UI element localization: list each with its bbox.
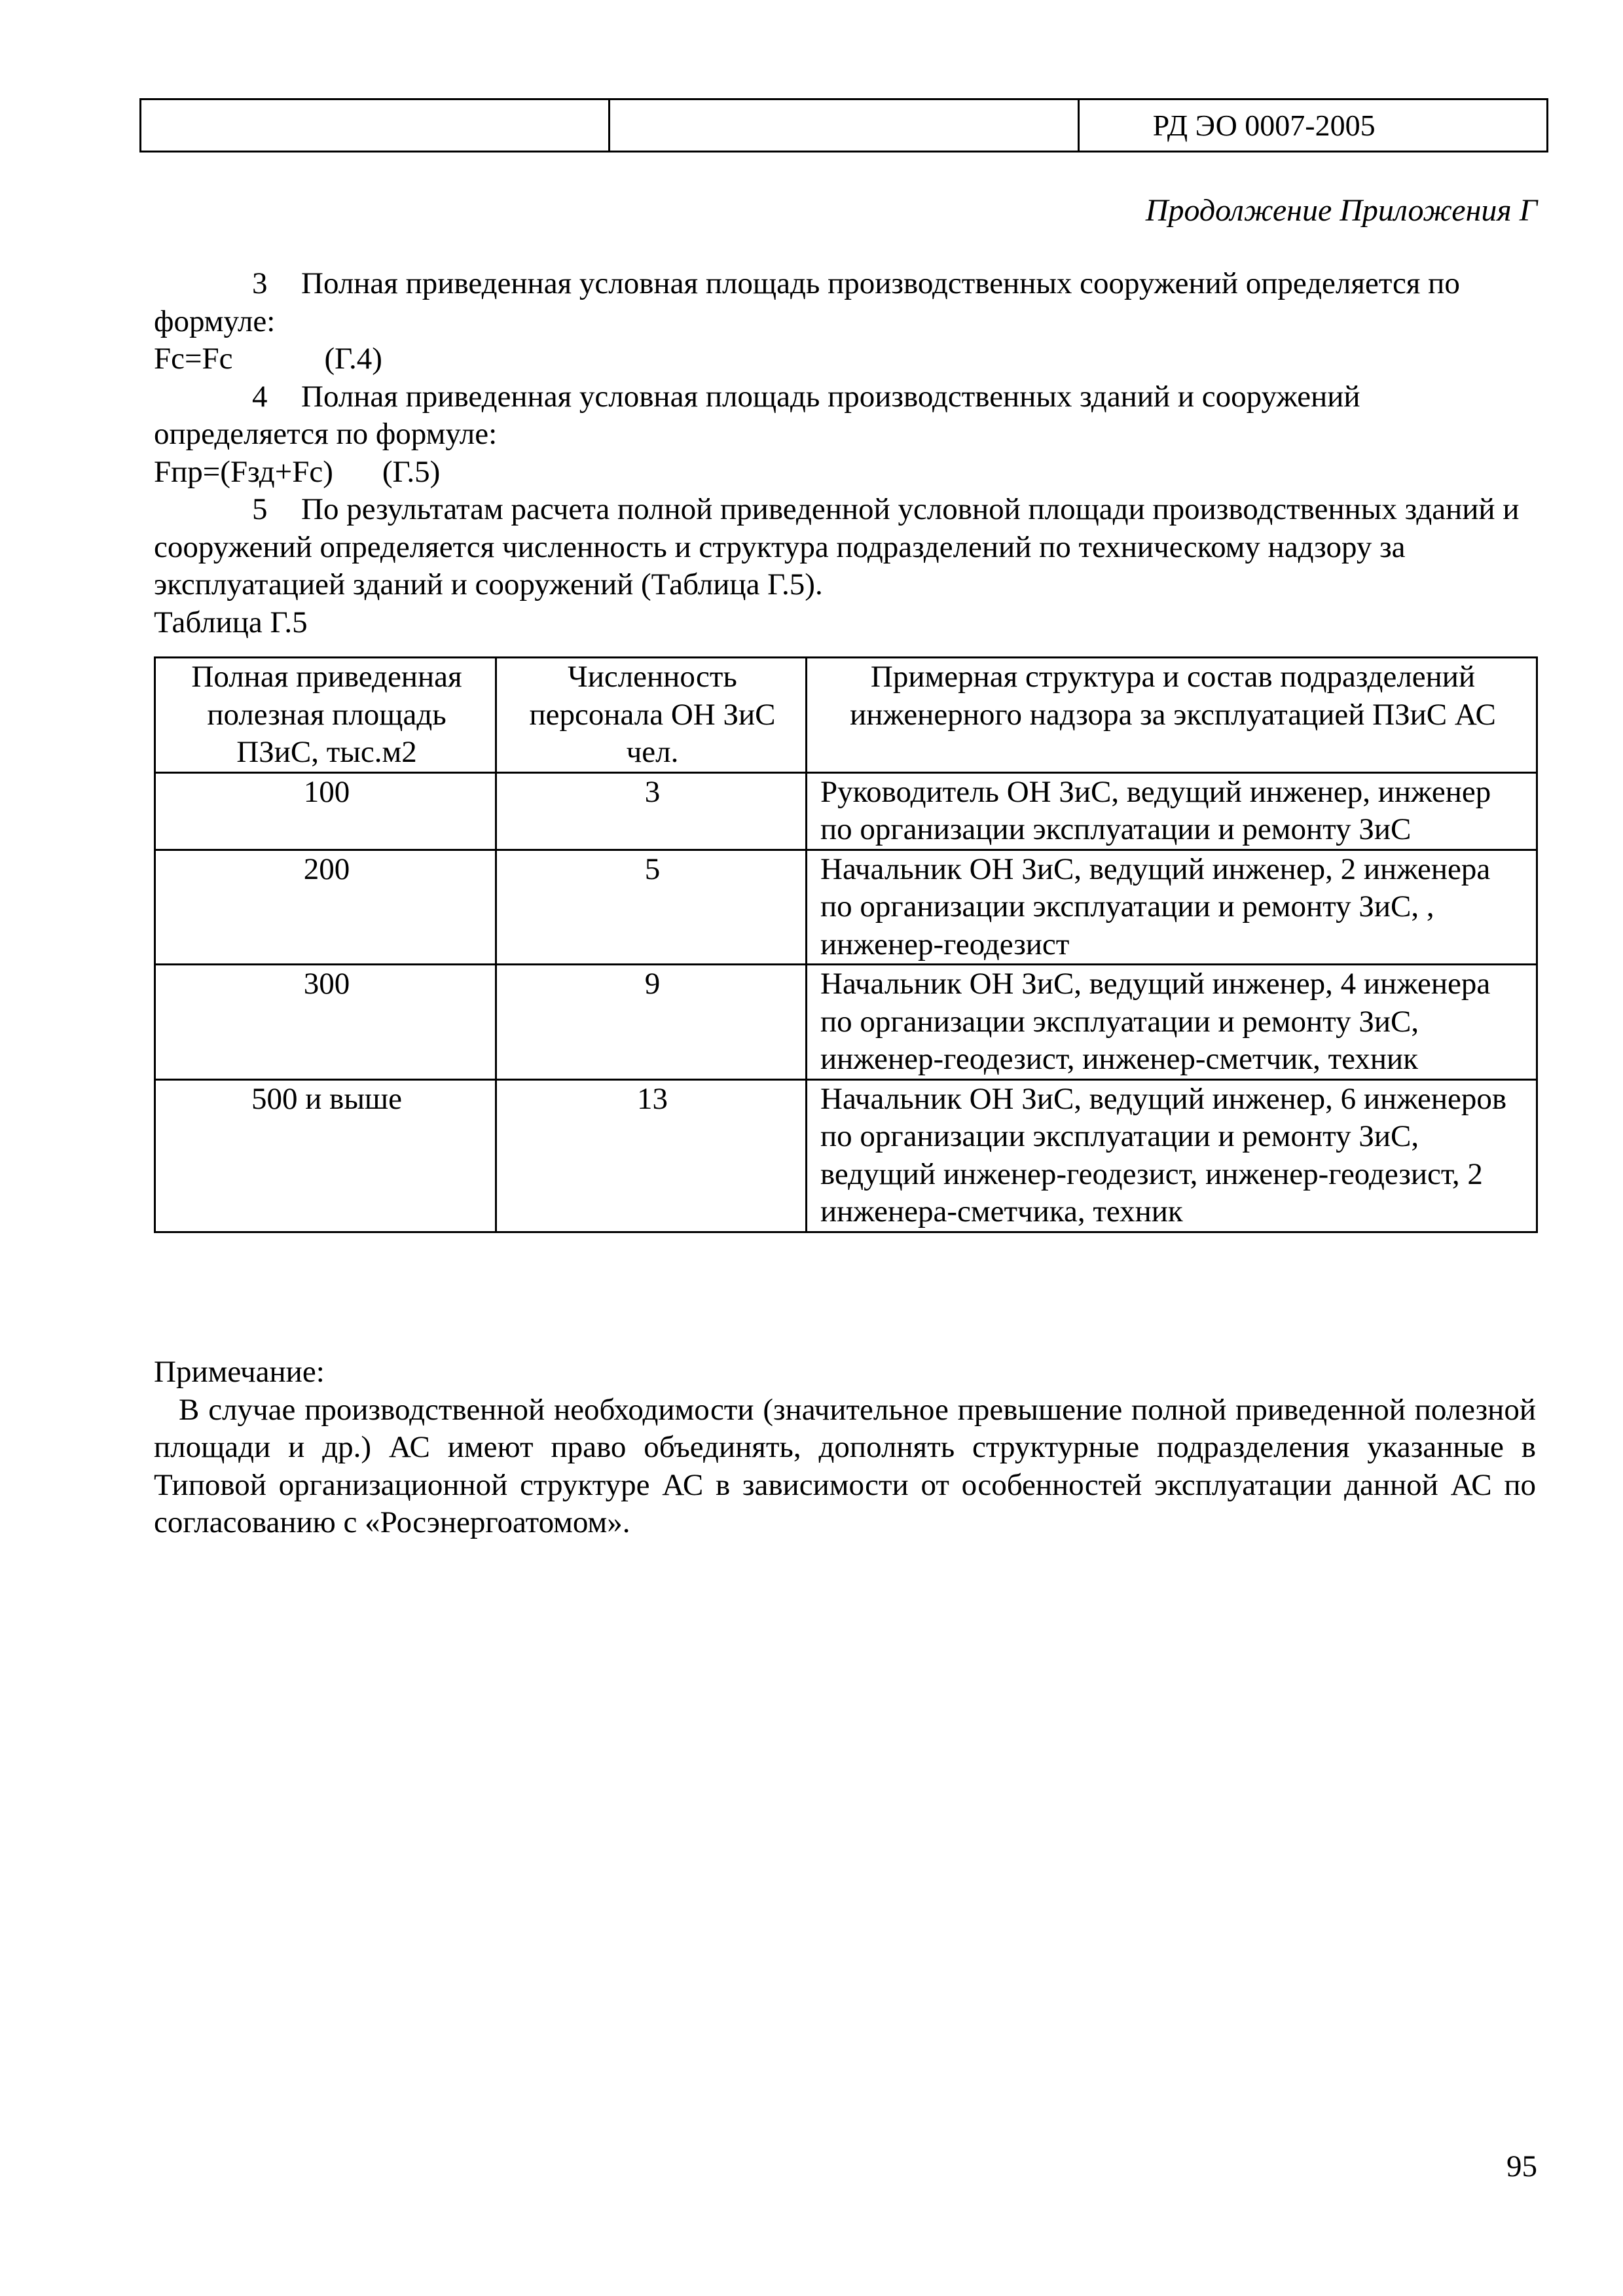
table-row bbox=[155, 1079, 1537, 1232]
formula-label: (Г.4) bbox=[324, 342, 382, 376]
note-text: В случае производственной необходимости (значительное превышение полной приведенной полезной площади и др.) АС имеют право объединять, дополнять структурные подразделения указанные в Типовой организационной структуре АС в зависимости от особенностей эксплуатации данной АС по согласованию с «Росэнергоатомом». bbox=[154, 1392, 1536, 1539]
note-section bbox=[154, 1354, 1536, 1542]
cell-staff-count: 9 bbox=[496, 965, 807, 1080]
paragraph-number: 4 bbox=[252, 379, 268, 414]
formula-g4 bbox=[154, 340, 1535, 378]
cell-area: 100 bbox=[155, 772, 496, 850]
paragraph-text: По результатам расчета полной приведенной условной площади производственных зданий и сооружений определяется численность и структура подразделений по техническому надзору за эксплуатацией зданий и сооружений (Таблица Г.5). bbox=[154, 492, 1520, 601]
cell-structure: Начальник ОН ЗиС, ведущий инженер, 6 инженеров по организации эксплуатации и ремонту ЗиС, ведущий инженер-геодезист, инженер-геодезист, 2 инженера-сметчика, техник bbox=[807, 1079, 1537, 1232]
table-row bbox=[155, 850, 1537, 965]
table-row bbox=[155, 965, 1537, 1080]
paragraph-3 bbox=[154, 265, 1535, 340]
paragraph-4 bbox=[154, 378, 1535, 454]
cell-structure: Начальник ОН ЗиС, ведущий инженер, 2 инженера по организации эксплуатации и ремонту ЗиС, , инженер-геодезист bbox=[807, 850, 1537, 965]
table-header-row bbox=[155, 658, 1537, 773]
table-row bbox=[155, 772, 1537, 850]
table-caption: Таблица Г.5 bbox=[154, 605, 308, 639]
cell-area: 300 bbox=[155, 965, 496, 1080]
cell-area: 500 и выше bbox=[155, 1079, 496, 1232]
formula-g5 bbox=[154, 454, 1535, 492]
column-header-staff-count: Численность персонала ОН ЗиС чел. bbox=[496, 658, 807, 773]
cell-structure: Руководитель ОН ЗиС, ведущий инженер, инженер по организации эксплуатации и ремонту ЗиС bbox=[807, 772, 1537, 850]
column-header-structure: Примерная структура и состав подразделений инженерного надзора за эксплуатацией ПЗиС АС bbox=[807, 658, 1537, 773]
paragraph-number: 3 bbox=[252, 266, 268, 300]
paragraph-text: Полная приведенная условная площадь производственных сооружений определяется по формуле: bbox=[154, 266, 1460, 338]
paragraph-text: Полная приведенная условная площадь производственных зданий и сооружений определяется по формуле: bbox=[154, 379, 1360, 451]
formula-expression: Fc=Fc bbox=[154, 342, 233, 376]
appendix-continuation-title: Продолжение Приложения Г bbox=[1145, 193, 1537, 228]
page-number: 95 bbox=[1506, 2149, 1537, 2183]
staffing-table bbox=[154, 656, 1538, 1233]
cell-area: 200 bbox=[155, 850, 496, 965]
cell-staff-count: 5 bbox=[496, 850, 807, 965]
cell-structure: Начальник ОН ЗиС, ведущий инженер, 4 инженера по организации эксплуатации и ремонту ЗиС, инженер-геодезист, инженер-сметчик, техник bbox=[807, 965, 1537, 1080]
formula-expression: Fпр=(Fзд+Fc) bbox=[154, 454, 333, 489]
column-header-area: Полная приведенная полезная площадь ПЗиС, тыс.м2 bbox=[155, 658, 496, 773]
header-cell-empty-1 bbox=[141, 99, 610, 152]
cell-staff-count: 13 bbox=[496, 1079, 807, 1232]
paragraph-number: 5 bbox=[252, 492, 268, 526]
cell-staff-count: 3 bbox=[496, 772, 807, 850]
body-text bbox=[154, 265, 1535, 641]
header-stamp-table bbox=[139, 98, 1548, 152]
header-cell-empty-2 bbox=[610, 99, 1078, 152]
document-code: РД ЭО 0007-2005 bbox=[1078, 99, 1547, 152]
formula-label: (Г.5) bbox=[382, 454, 441, 489]
note-title: Примечание: bbox=[154, 1355, 325, 1389]
paragraph-5 bbox=[154, 491, 1535, 604]
